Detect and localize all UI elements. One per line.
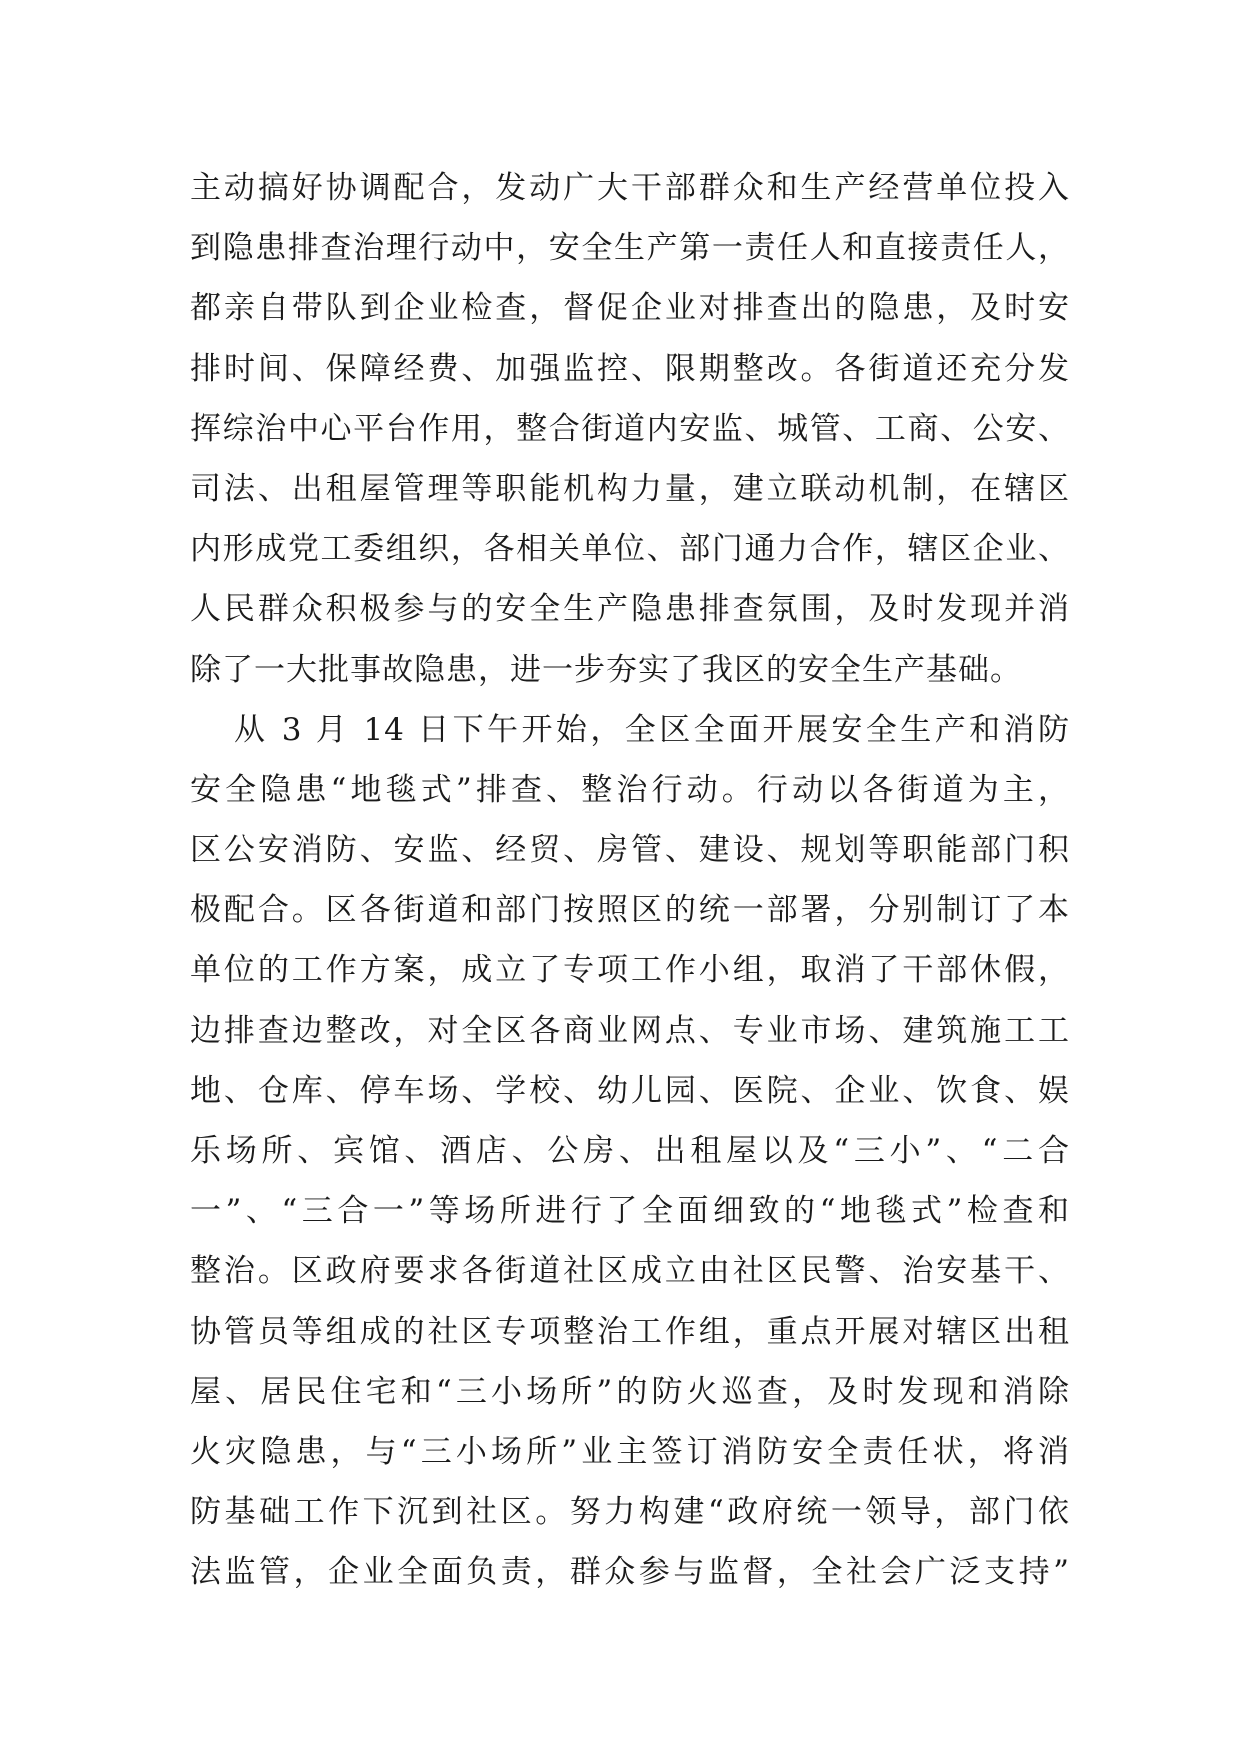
paragraph-line: 整治。区政府要求各街道社区成立由社区民警、治安基干、 <box>190 1253 1070 1290</box>
paragraph-line: 区公安消防、安监、经贸、房管、建设、规划等职能部门积 <box>190 832 1070 869</box>
paragraph-line: 协管员等组成的社区专项整治工作组，重点开展对辖区出租 <box>190 1313 1070 1350</box>
paragraph-line: 人民群众积极参与的安全生产隐患排查氛围，及时发现并消 <box>190 591 1070 628</box>
paragraph-line: 火灾隐患，与“三小场所”业主签订消防安全责任状，将消 <box>190 1433 1070 1470</box>
paragraph-line: 司法、出租屋管理等职能机构力量，建立联动机制，在辖区 <box>190 470 1070 507</box>
paragraph-line: 内形成党工委组织，各相关单位、部门通力合作，辖区企业、 <box>190 531 1070 568</box>
paragraph-line: 排时间、保障经费、加强监控、限期整改。各街道还充分发 <box>190 350 1070 387</box>
paragraph-line: 到隐患排查治理行动中，安全生产第一责任人和直接责任人， <box>190 230 1070 267</box>
paragraph-line: 防基础工作下沉到社区。努力构建“政府统一领导，部门依 <box>190 1494 1070 1531</box>
paragraph-2 <box>190 700 1070 1603</box>
paragraph-line: 从 3 月 14 日下午开始，全区全面开展安全生产和消防 <box>234 711 1070 748</box>
paragraph-line: 都亲自带队到企业检查，督促企业对排查出的隐患，及时安 <box>190 290 1070 327</box>
paragraph-line: 挥综治中心平台作用，整合街道内安监、城管、工商、公安、 <box>190 410 1070 447</box>
paragraph-line: 极配合。区各街道和部门按照区的统一部署，分别制订了本 <box>190 892 1070 929</box>
paragraph-line: 一”、“三合一”等场所进行了全面细致的“地毯式”检查和 <box>190 1193 1070 1230</box>
paragraph-line: 法监管，企业全面负责，群众参与监督，全社会广泛支持” <box>190 1554 1070 1591</box>
document-body <box>190 158 1070 1603</box>
paragraph-line: 边排查边整改，对全区各商业网点、专业市场、建筑施工工 <box>190 1012 1070 1049</box>
paragraph-line: 屋、居民住宅和“三小场所”的防火巡查，及时发现和消除 <box>190 1373 1070 1410</box>
paragraph-line: 除了一大批事故隐患，进一步夯实了我区的安全生产基础。 <box>190 651 1022 688</box>
paragraph-line: 乐场所、宾馆、酒店、公房、出租屋以及“三小”、“二合 <box>190 1133 1070 1169</box>
paragraph-1 <box>190 158 1070 700</box>
paragraph-line: 地、仓库、停车场、学校、幼儿园、医院、企业、饮食、娱 <box>190 1072 1070 1109</box>
paragraph-line: 主动搞好协调配合，发动广大干部群众和生产经营单位投入 <box>190 170 1070 206</box>
paragraph-line: 安全隐患“地毯式”排查、整治行动。行动以各街道为主， <box>190 771 1070 808</box>
paragraph-line: 单位的工作方案，成立了专项工作小组，取消了干部休假， <box>190 952 1070 989</box>
